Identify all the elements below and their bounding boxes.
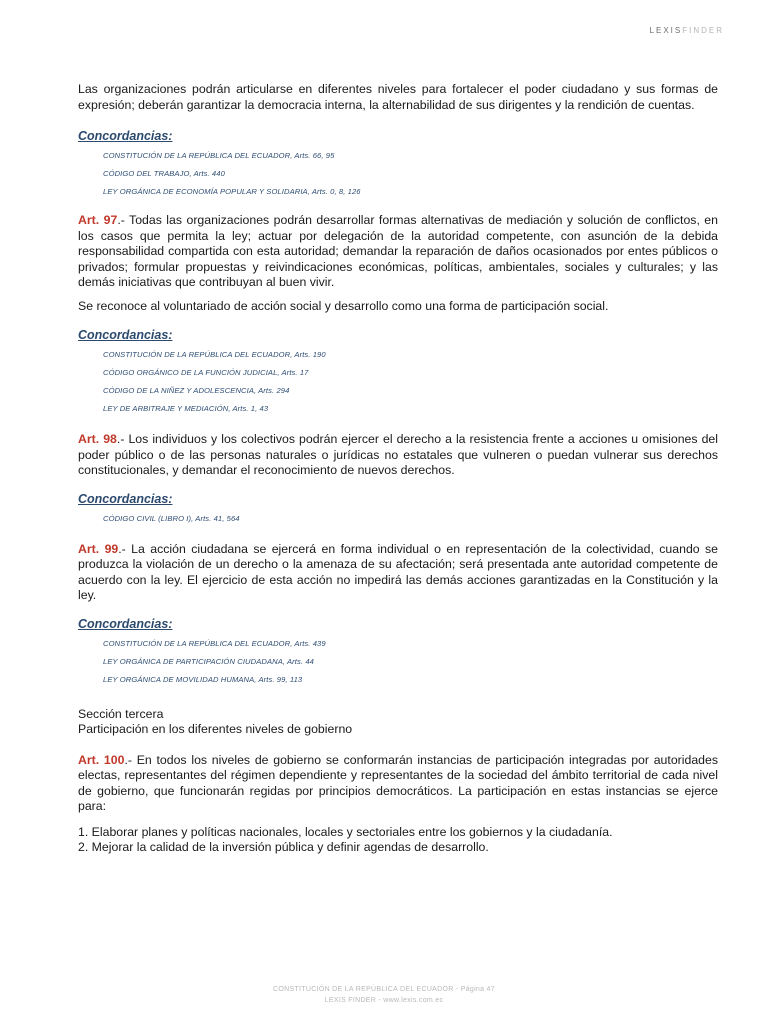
document-body <box>78 82 718 855</box>
footer-site: LEXIS FINDER - www.lexis.com.ec <box>324 997 444 1004</box>
concordancia-item[interactable]: CONSTITUCIÓN DE LA REPÚBLICA DEL ECUADOR, Arts. 66, 95 <box>103 151 335 160</box>
concordancias-heading: Concordancias: <box>78 129 173 143</box>
concordancia-item[interactable]: CONSTITUCIÓN DE LA REPÚBLICA DEL ECUADOR, Arts. 190 <box>103 350 326 359</box>
article-text: .- Los individuos y los colectivos podrán ejercer el derecho a la resistencia frente a acciones u omisiones del poder público o de las personas naturales o jurídicas no estatales que vulneren o puedan vulnerar sus derechos constitucionales, y demandar el reconocimiento de nuevos derechos. <box>78 432 718 477</box>
concordancia-item[interactable]: LEY ORGÁNICA DE ECONOMÍA POPULAR Y SOLIDARIA, Arts. 0, 8, 126 <box>103 187 361 196</box>
article-100 <box>78 753 718 815</box>
logo-light: FINDER <box>682 26 724 35</box>
article-text: .- Todas las organizaciones podrán desarrollar formas alternativas de mediación y solución de conflictos, en los casos que permita la ley; actuar por delegación de la autoridad competente, con asunción de la debida responsabilidad compartida con esta autoridad; demandar la reparación de daños ocasionados por entes públicos o privados; formular propuestas y reivindicaciones económicas, políticas, ambientales, sociales y culturales; y las demás iniciativas que contribuyan al buen vivir. <box>78 213 718 289</box>
concordancias-list <box>78 510 718 528</box>
article-97 <box>78 213 718 291</box>
section-title: Participación en los diferentes niveles de gobierno <box>78 721 353 736</box>
article-number: Art. 100 <box>78 752 125 767</box>
article-number: Art. 98 <box>78 432 117 446</box>
concordancias-list <box>78 147 718 201</box>
footer-title: CONSTITUCIÓN DE LA REPÚBLICA DEL ECUADOR - Página 47 <box>273 986 495 993</box>
concordancias-heading: Concordancias: <box>78 328 173 342</box>
concordancia-item[interactable]: CÓDIGO DEL TRABAJO, Arts. 440 <box>103 169 225 178</box>
concordancias-list <box>78 635 718 689</box>
intro-paragraph: Las organizaciones podrán articularse en diferentes niveles para fortalecer el poder ciudadano y sus formas de expresión; deberán garantizar la democracia interna, la alternabilidad de sus dirigentes y la rendición de cuentas. <box>78 82 718 112</box>
concordancia-item[interactable]: CÓDIGO DE LA NIÑEZ Y ADOLESCENCIA, Arts. 294 <box>103 386 290 395</box>
concordancia-item[interactable]: CÓDIGO CIVIL (LIBRO I), Arts. 41, 564 <box>103 513 240 523</box>
article-99 <box>78 542 718 604</box>
concordancia-item[interactable]: CÓDIGO ORGÁNICO DE LA FUNCIÓN JUDICIAL, Arts. 17 <box>103 368 309 377</box>
concordancias-list <box>78 346 718 418</box>
article-text: .- En todos los niveles de gobierno se conformarán instancias de participación integradas por autoridades electas, representantes del régimen dependiente y representantes de la sociedad del ámbito territorial de cada nivel de gobierno, que funcionarán regidas por principios democráticos. La participación en estas instancias se ejerce para: <box>78 752 718 813</box>
article-98 <box>78 432 718 479</box>
concordancias-heading: Concordancias: <box>78 491 173 506</box>
concordancia-item[interactable]: LEY ORGÁNICA DE MOVILIDAD HUMANA, Arts. 99, 113 <box>103 674 303 684</box>
lexis-finder-logo <box>650 26 724 35</box>
concordancias-heading: Concordancias: <box>78 616 173 631</box>
list-item: 2. Mejorar la calidad de la inversión pública y definir agendas de desarrollo. <box>78 839 489 854</box>
article-97-paragraph-2: Se reconoce al voluntariado de acción social y desarrollo como una forma de participación social. <box>78 298 609 313</box>
article-number: Art. 99 <box>78 541 119 556</box>
logo-main: LEXIS <box>649 26 683 35</box>
article-number: Art. 97 <box>78 213 118 227</box>
concordancia-item[interactable]: LEY DE ARBITRAJE Y MEDIACIÓN, Arts. 1, 43 <box>103 404 269 413</box>
concordancia-item[interactable]: CONSTITUCIÓN DE LA REPÚBLICA DEL ECUADOR, Arts. 439 <box>103 638 326 648</box>
list-item: 1. Elaborar planes y políticas nacionales, locales y sectoriales entre los gobiernos y la ciudadanía. <box>78 824 613 839</box>
section-label: Sección tercera <box>78 706 164 721</box>
concordancia-item[interactable]: LEY ORGÁNICA DE PARTICIPACIÓN CIUDADANA, Arts. 44 <box>103 656 314 666</box>
article-text: .- La acción ciudadana se ejercerá en forma individual o en representación de la colectividad, cuando se produzca la violación de un derecho o la amenaza de su afectación; será presentada ante autoridad competente de acuerdo con la ley. El ejercicio de esta acción no impedirá las demás acciones garantizadas en la Constitución y la ley. <box>78 541 719 602</box>
